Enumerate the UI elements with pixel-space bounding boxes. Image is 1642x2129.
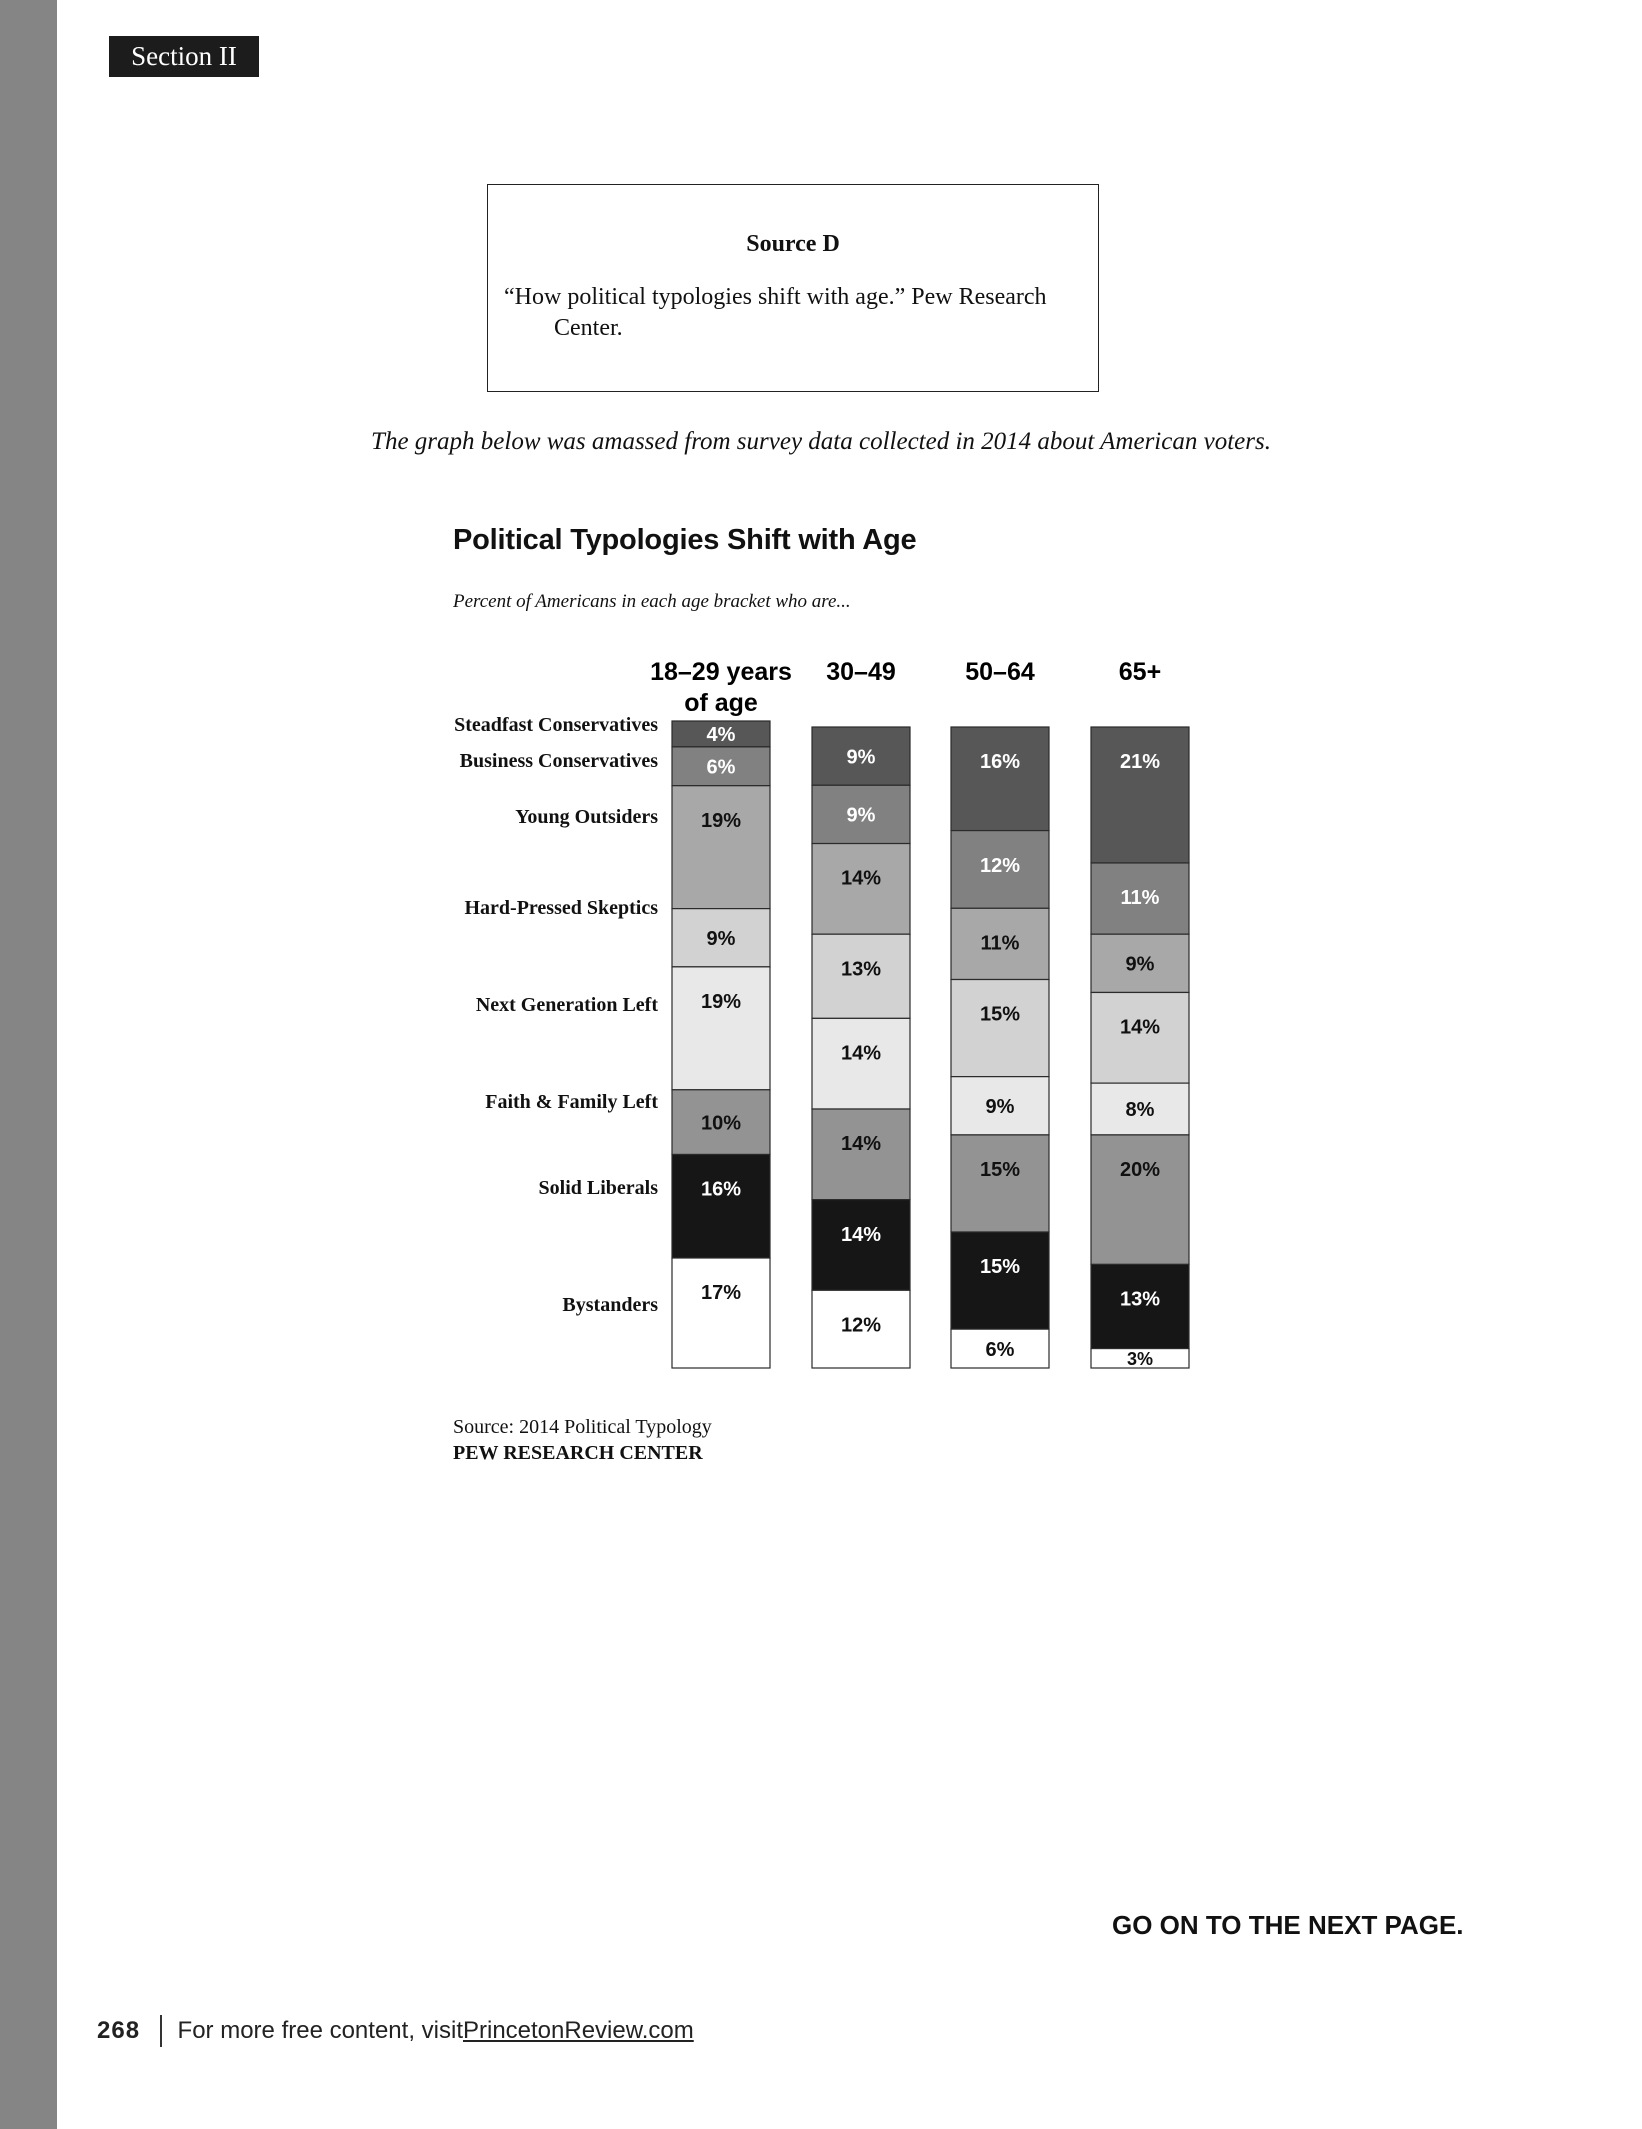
data-label-4-0: 19% bbox=[700, 991, 742, 1014]
data-label-6-3: 13% bbox=[1119, 1288, 1161, 1311]
source-title: Source D bbox=[746, 231, 840, 257]
data-label-2-2: 11% bbox=[980, 932, 1020, 955]
data-label-5-0: 10% bbox=[700, 1112, 742, 1135]
data-label-4-1: 14% bbox=[840, 1042, 882, 1065]
chart-subtitle: Percent of Americans in each age bracket who are... bbox=[453, 591, 851, 612]
column-header-3: 65+ bbox=[1118, 658, 1162, 686]
bar-segment-2-0 bbox=[672, 786, 770, 909]
footer-link[interactable]: PrincetonReview.com bbox=[462, 2017, 694, 2044]
data-label-0-3: 21% bbox=[1119, 751, 1161, 774]
series-label-3: Hard-Pressed Skeptics bbox=[464, 897, 658, 919]
data-label-1-1: 9% bbox=[846, 804, 876, 827]
data-label-2-3: 9% bbox=[1125, 953, 1155, 976]
source-citation: “How political typologies shift with age.” Pew Research Center. bbox=[504, 284, 1047, 341]
data-label-7-1: 12% bbox=[840, 1314, 882, 1337]
next-page-notice: GO ON TO THE NEXT PAGE. bbox=[1112, 1910, 1464, 1940]
series-label-7: Bystanders bbox=[562, 1294, 658, 1316]
page-footer bbox=[97, 2015, 694, 2047]
series-label-5: Faith & Family Left bbox=[485, 1091, 658, 1113]
bar-segment-3-2 bbox=[951, 980, 1049, 1077]
data-label-1-2: 12% bbox=[979, 854, 1021, 877]
data-label-6-0: 16% bbox=[700, 1178, 742, 1201]
bar-segment-0-2 bbox=[951, 727, 1049, 831]
footer-divider bbox=[160, 2015, 162, 2047]
bar-segment-7-0 bbox=[672, 1258, 770, 1368]
series-label-0: Steadfast Conservatives bbox=[454, 714, 658, 736]
series-label-2: Young Outsiders bbox=[515, 806, 658, 828]
data-label-5-1: 14% bbox=[840, 1133, 882, 1156]
series-label-6: Solid Liberals bbox=[538, 1177, 658, 1199]
data-label-7-0: 17% bbox=[700, 1282, 742, 1305]
data-label-7-3: 3% bbox=[1126, 1348, 1154, 1369]
bar-segment-0-3 bbox=[1091, 727, 1189, 863]
column-header-2: 50–64 bbox=[965, 658, 1035, 686]
data-label-0-0: 4% bbox=[706, 724, 736, 747]
series-label-1: Business Conservatives bbox=[459, 750, 658, 772]
data-label-7-2: 6% bbox=[985, 1338, 1015, 1361]
data-label-0-1: 9% bbox=[846, 746, 876, 769]
data-label-0-2: 16% bbox=[979, 751, 1021, 774]
section-tag: Section II bbox=[109, 36, 259, 77]
page-number: 268 bbox=[97, 2017, 141, 2044]
chart-title: Political Typologies Shift with Age bbox=[453, 524, 917, 556]
bar-segment-6-2 bbox=[951, 1232, 1049, 1329]
chart-source-org: PEW RESEARCH CENTER bbox=[453, 1442, 703, 1464]
intro-text: The graph below was amassed from survey data collected in 2014 about American voters. bbox=[371, 428, 1271, 455]
data-label-3-3: 14% bbox=[1119, 1016, 1161, 1039]
bar-segment-4-0 bbox=[672, 967, 770, 1090]
data-label-5-2: 15% bbox=[979, 1159, 1021, 1182]
data-label-1-3: 11% bbox=[1120, 887, 1160, 910]
data-label-4-2: 9% bbox=[985, 1095, 1015, 1118]
column-header-1: 30–49 bbox=[826, 658, 896, 686]
chart-source: Source: 2014 Political Typology bbox=[453, 1416, 712, 1438]
data-label-6-1: 14% bbox=[840, 1223, 882, 1246]
column-header-0: 18–29 years of age bbox=[650, 658, 792, 717]
data-label-2-0: 19% bbox=[700, 809, 742, 832]
footer-text: For more free content, visit bbox=[177, 2017, 463, 2044]
data-label-2-1: 14% bbox=[840, 867, 882, 890]
bar-segment-5-3 bbox=[1091, 1135, 1189, 1264]
data-label-6-2: 15% bbox=[979, 1256, 1021, 1279]
bar-segment-6-0 bbox=[672, 1154, 770, 1258]
data-label-3-1: 13% bbox=[840, 958, 882, 981]
data-label-3-0: 9% bbox=[706, 927, 736, 950]
data-label-5-3: 20% bbox=[1119, 1159, 1161, 1182]
data-label-1-0: 6% bbox=[706, 756, 736, 779]
bar-segment-5-2 bbox=[951, 1135, 1049, 1232]
data-label-3-2: 15% bbox=[979, 1003, 1021, 1026]
data-label-4-3: 8% bbox=[1125, 1099, 1155, 1122]
series-label-4: Next Generation Left bbox=[475, 994, 658, 1016]
